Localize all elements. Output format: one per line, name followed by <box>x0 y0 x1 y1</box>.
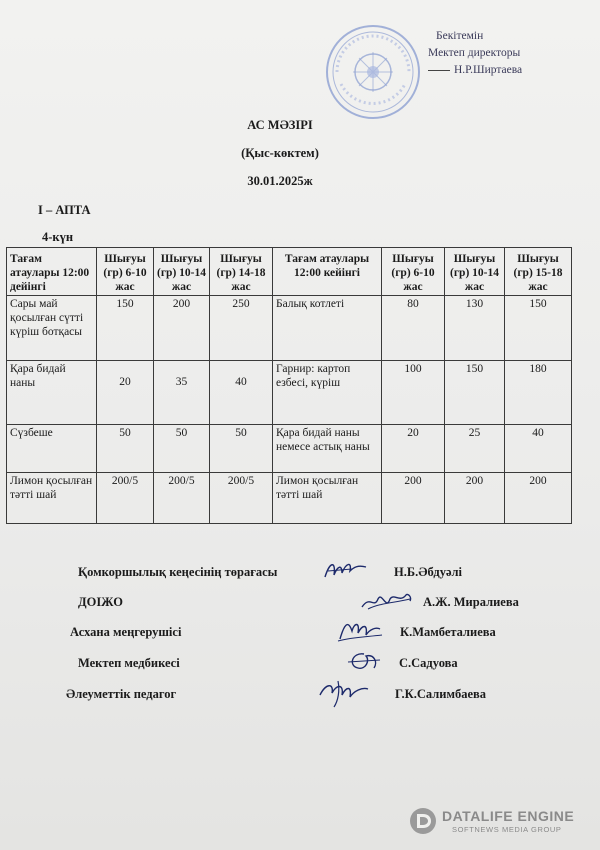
dish-cell: Қара бидай наны <box>7 361 97 425</box>
value-cell: 35 <box>154 361 210 425</box>
menu-date: 30.01.2025ж <box>247 174 313 188</box>
value-cell: 40 <box>210 361 273 425</box>
table-row <box>7 473 572 524</box>
value-cell: 200 <box>505 473 572 524</box>
handwritten-signature-icon <box>360 589 414 615</box>
handwritten-signature-icon <box>318 677 372 709</box>
value-cell: 150 <box>505 296 572 361</box>
signatory-name: А.Ж. Миралиева <box>423 595 519 609</box>
signatory-role: Қомкоршылық кеңесінің төрағасы <box>78 565 278 579</box>
handwritten-signature-icon <box>344 648 384 676</box>
value-cell: 80 <box>382 296 445 361</box>
handwritten-signature-icon <box>336 617 384 645</box>
signature-row <box>0 595 600 619</box>
value-cell: 250 <box>210 296 273 361</box>
table-header-row <box>7 248 572 296</box>
header-cell: Шығуы (гр) 15-18 жас <box>505 248 572 296</box>
official-stamp-icon <box>323 22 423 122</box>
value-cell: 25 <box>445 425 505 473</box>
week-label: І – АПТА <box>38 203 91 217</box>
dish-cell: Сары май қосылған сүтті күріш ботқасы <box>7 296 97 361</box>
approval-line-2: Мектеп директоры <box>428 47 521 59</box>
value-cell: 130 <box>445 296 505 361</box>
value-cell: 200/5 <box>210 473 273 524</box>
signatory-name: Н.Б.Әбдуәлі <box>394 565 463 579</box>
signature-row <box>0 625 600 649</box>
value-cell: 200/5 <box>97 473 154 524</box>
watermark-title: DATALIFE ENGINE <box>442 808 575 824</box>
dish-cell: Балық котлеті <box>273 296 382 361</box>
datalife-logo-icon <box>408 806 438 836</box>
dish-cell: Лимон қосылған тәтті шай <box>273 473 382 524</box>
value-cell: 50 <box>154 425 210 473</box>
header-cell: Шығуы (гр) 6-10 жас <box>382 248 445 296</box>
dish-cell: Сүзбеше <box>7 425 97 473</box>
header-cell: Тағам атаулары 12:00 дейінгі <box>7 248 97 296</box>
value-cell: 200/5 <box>154 473 210 524</box>
table-row <box>7 425 572 473</box>
signatory-name: К.Мамбеталиева <box>400 625 496 639</box>
signatory-name: Г.К.Салимбаева <box>395 687 487 701</box>
signatory-role: Асхана меңгерушісі <box>70 625 182 639</box>
header-cell: Шығуы (гр) 10-14 жас <box>154 248 210 296</box>
watermark-subtitle: SOFTNEWS MEDIA GROUP <box>452 825 562 834</box>
director-name: Н.Р.Ширтаева <box>454 64 523 76</box>
dish-cell: Лимон қосылған тәтті шай <box>7 473 97 524</box>
menu-table <box>6 247 572 524</box>
signatory-name: С.Садуова <box>399 656 458 670</box>
day-label: 4-күн <box>42 230 74 244</box>
header-cell: Тағам атаулары 12:00 кейінгі <box>273 248 382 296</box>
signatory-role: ДОІЖО <box>78 595 123 609</box>
value-cell: 40 <box>505 425 572 473</box>
approval-block <box>428 28 522 79</box>
value-cell: 180 <box>505 361 572 425</box>
approval-line-3 <box>428 62 522 79</box>
table-row <box>7 361 572 425</box>
signatory-role: Әлеуметтік педагог <box>66 687 177 701</box>
signature-row <box>0 687 600 711</box>
signature-row <box>0 565 600 589</box>
value-cell: 50 <box>97 425 154 473</box>
signatory-role: Мектеп медбикесі <box>78 656 180 670</box>
menu-title: АС МӘЗІРІ <box>247 118 313 132</box>
value-cell: 50 <box>210 425 273 473</box>
signature-line <box>428 70 450 71</box>
value-cell: 100 <box>382 361 445 425</box>
value-cell: 200 <box>154 296 210 361</box>
dish-cell: Қара бидай наны немесе астық наны <box>273 425 382 473</box>
value-cell: 150 <box>445 361 505 425</box>
signature-row <box>0 656 600 680</box>
value-cell: 150 <box>97 296 154 361</box>
value-cell: 20 <box>382 425 445 473</box>
value-cell: 200 <box>445 473 505 524</box>
header-cell: Шығуы (гр) 6-10 жас <box>97 248 154 296</box>
menu-season: (Қыс-көктем) <box>241 146 319 160</box>
watermark <box>408 806 588 840</box>
header-cell: Шығуы (гр) 14-18 жас <box>210 248 273 296</box>
value-cell: 200 <box>382 473 445 524</box>
header-cell: Шығуы (гр) 10-14 жас <box>445 248 505 296</box>
handwritten-signature-icon <box>322 557 370 585</box>
value-cell: 20 <box>97 361 154 425</box>
table-row <box>7 296 572 361</box>
approval-line-1: Бекітемін <box>436 30 484 42</box>
dish-cell: Гарнир: картоп езбесі, күріш <box>273 361 382 425</box>
